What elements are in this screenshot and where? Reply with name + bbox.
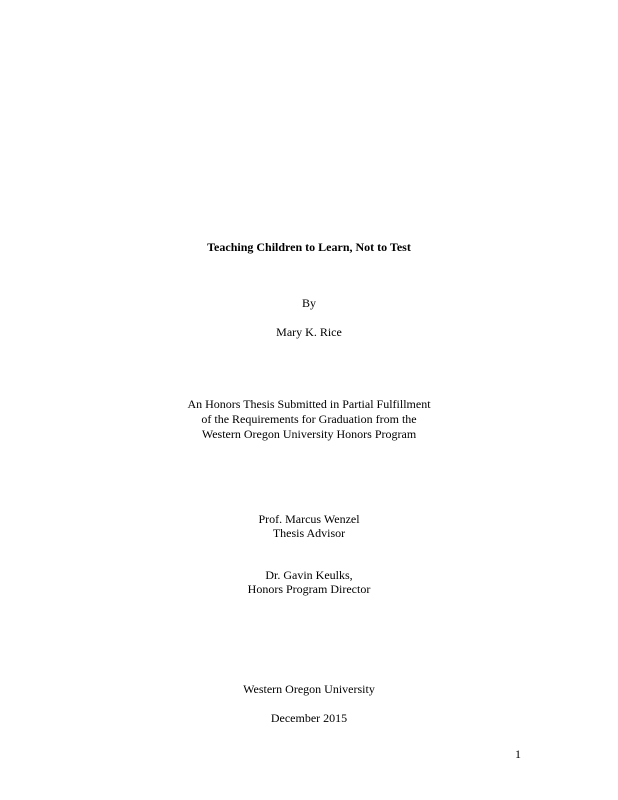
advisor-role: Thesis Advisor	[272, 526, 346, 540]
author-name: Mary K. Rice	[276, 325, 342, 339]
thesis-title: Teaching Children to Learn, Not to Test	[207, 240, 411, 254]
submission-line-2: of the Requirements for Graduation from the	[201, 412, 417, 426]
submission-line-1: An Honors Thesis Submitted in Partial Fulfillment	[187, 397, 431, 411]
by-label: By	[301, 296, 316, 310]
page-number: 1	[515, 747, 521, 761]
advisor-name: Prof. Marcus Wenzel	[258, 512, 360, 526]
director-role: Honors Program Director	[247, 582, 371, 596]
institution-name: Western Oregon University	[243, 682, 375, 696]
director-name: Dr. Gavin Keulks,	[265, 568, 353, 582]
submission-date: December 2015	[270, 711, 348, 725]
submission-line-3: Western Oregon University Honors Program	[201, 427, 417, 441]
